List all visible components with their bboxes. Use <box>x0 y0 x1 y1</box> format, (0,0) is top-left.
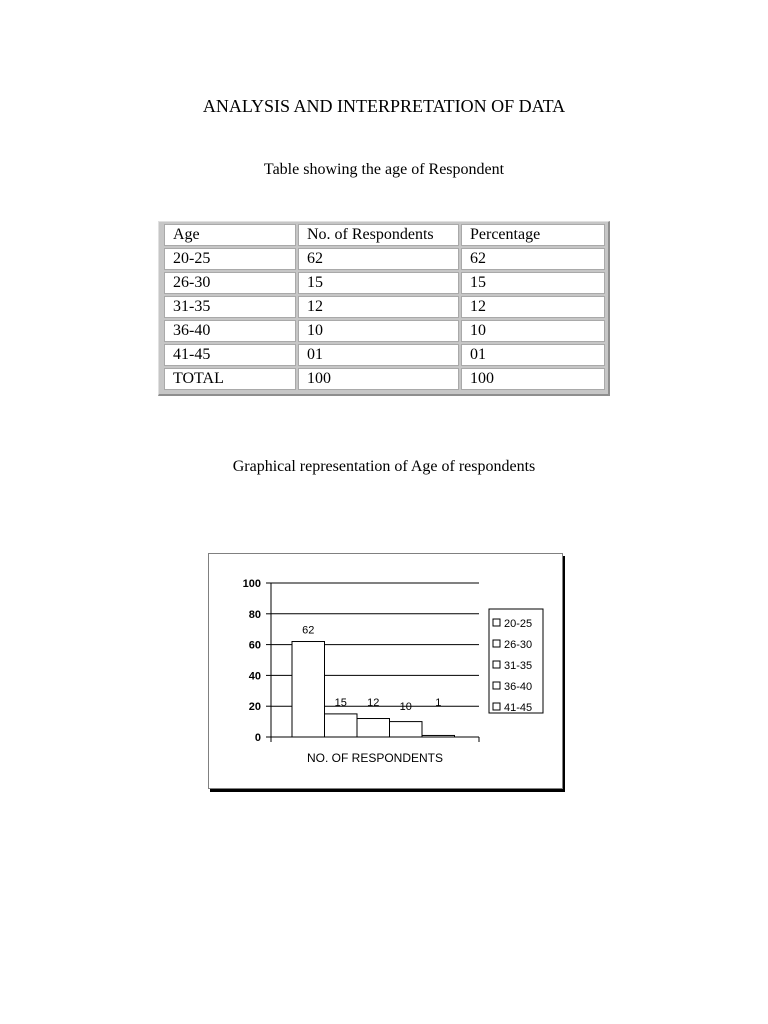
table-cell: 10 <box>461 320 605 342</box>
legend-swatch <box>493 661 500 668</box>
table-cell: 62 <box>298 248 459 270</box>
y-tick-label: 100 <box>242 578 261 590</box>
table-cell: 15 <box>298 272 459 294</box>
data-label: 62 <box>302 624 315 637</box>
legend-swatch <box>493 640 500 647</box>
table-cell: TOTAL <box>164 368 296 390</box>
table-row <box>164 272 605 294</box>
table-header-cell: Percentage <box>461 224 605 246</box>
table-cell: 36-40 <box>164 320 296 342</box>
table-row <box>164 320 605 342</box>
legend-label: 36-40 <box>504 681 533 693</box>
y-tick-label: 80 <box>248 608 261 621</box>
bar-20-25 <box>292 642 325 737</box>
table-cell: 100 <box>461 368 605 390</box>
table-cell: 31-35 <box>164 296 296 318</box>
table-cell: 26-30 <box>164 272 296 294</box>
age-table-grid <box>162 222 607 392</box>
table-header-cell: No. of Respondents <box>298 224 459 246</box>
table-header-row <box>164 224 605 246</box>
table-cell: 10 <box>298 320 459 342</box>
data-label: 1 <box>435 696 442 709</box>
legend-label: 26-30 <box>504 639 533 651</box>
table-cell: 15 <box>461 272 605 294</box>
age-table <box>158 221 610 396</box>
table-cell: 12 <box>461 296 605 318</box>
table-header-cell: Age <box>164 224 296 246</box>
y-tick-label: 40 <box>248 670 261 683</box>
table-row <box>164 296 605 318</box>
bar-26-30 <box>325 714 358 737</box>
x-axis-label: NO. OF RESPONDENTS <box>306 751 444 765</box>
chart-frame <box>208 553 563 789</box>
document-title: ANALYSIS AND INTERPRETATION OF DATA <box>202 96 566 116</box>
table-cell: 20-25 <box>164 248 296 270</box>
table-cell: 100 <box>298 368 459 390</box>
age-table-body <box>164 224 605 390</box>
y-tick-label: 20 <box>248 701 261 714</box>
table-cell: 01 <box>298 344 459 366</box>
legend-swatch <box>493 619 500 626</box>
bar-36-40 <box>390 722 423 737</box>
table-row <box>164 344 605 366</box>
bar-41-45 <box>422 735 455 737</box>
y-tick-label: 0 <box>254 732 261 744</box>
table-cell: 01 <box>461 344 605 366</box>
bar-chart <box>209 554 562 788</box>
table-caption: Table showing the age of Respondent <box>263 161 505 178</box>
chart-caption: Graphical representation of Age of respondents <box>232 458 536 475</box>
table-row <box>164 368 605 390</box>
table-row <box>164 248 605 270</box>
y-tick-label: 60 <box>248 639 261 652</box>
table-cell: 12 <box>298 296 459 318</box>
data-label: 10 <box>399 700 412 713</box>
legend-swatch <box>493 703 500 710</box>
bar-31-35 <box>357 719 390 737</box>
data-label: 15 <box>334 696 347 709</box>
data-label: 12 <box>367 696 380 709</box>
table-cell: 41-45 <box>164 344 296 366</box>
legend-label: 20-25 <box>504 618 533 630</box>
legend-label: 31-35 <box>504 660 533 672</box>
legend-swatch <box>493 682 500 689</box>
legend-label: 41-45 <box>504 702 533 714</box>
table-cell: 62 <box>461 248 605 270</box>
